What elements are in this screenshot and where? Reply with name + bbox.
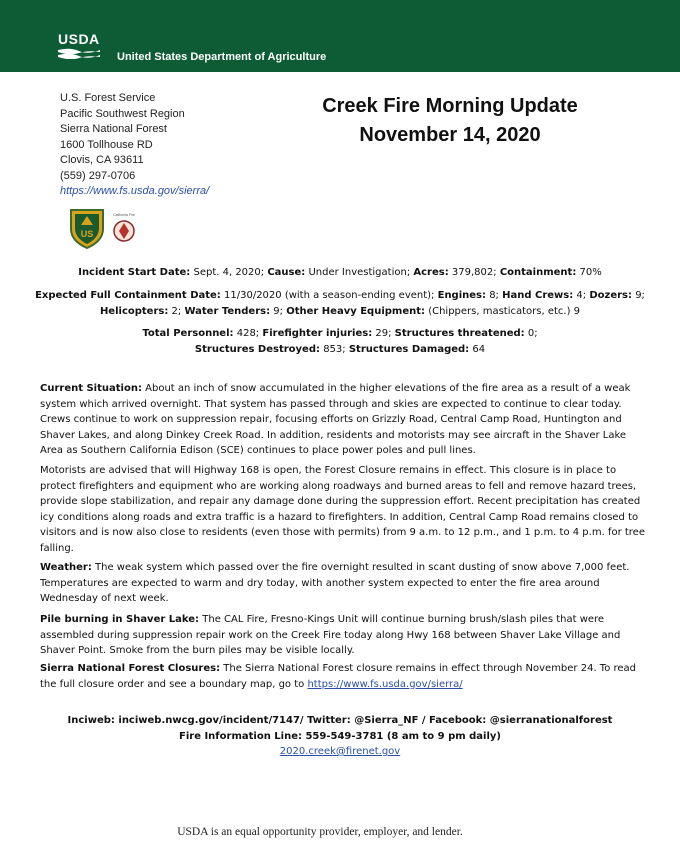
usda-banner xyxy=(0,0,680,72)
weather-paragraph xyxy=(40,560,645,607)
expected-containment-label: Expected Full Containment Date: xyxy=(35,290,221,301)
page-title xyxy=(300,92,600,150)
calfire-badge-icon xyxy=(113,213,135,241)
address-block xyxy=(60,91,209,200)
dozers-label: Dozers: xyxy=(589,290,632,301)
engines-value: 8; xyxy=(489,290,499,301)
current-situation-text: About an inch of snow accumulated in the higher elevations of the fire area as a result of a weak system which arrived overnight. That system has passed through and skies are expected to continue to clear today. Crews continue to work on suppression repair, focusing efforts on Grizzly Road, Central Camp Road, Huntington and Shaver Lakes, and along Dinkey Creek Road. In addition, residents and motorists may see aircraft in the Shaver Lake Area as Southern California Edison (SCE) continues to place power poles and pull lines. xyxy=(40,383,631,456)
personnel-label: Total Personnel: xyxy=(142,328,234,339)
title-line-1: Creek Fire Morning Update xyxy=(322,95,578,117)
destroyed-value: 853; xyxy=(323,343,346,355)
current-situation-label: Current Situation: xyxy=(40,383,142,394)
engines-label: Engines: xyxy=(437,290,486,301)
pile-burning-label: Pile burning in Shaver Lake: xyxy=(40,614,200,625)
email-link[interactable]: 2020.creek@firenet.gov xyxy=(279,746,401,757)
acres-value: 379,802; xyxy=(451,267,497,278)
pile-burning-text: The CAL Fire, Fresno-Kings Unit will continue burning brush/slash piles that were assembled during suppression repair work on the Creek Fire today along Hwy 168 between Shaver Lake Village and Shaver Point. Smoke from the burn piles may be visible locally. xyxy=(40,614,621,656)
address-line-phone: (559) 297-0706 xyxy=(60,169,136,182)
hand-crews-label: Hand Crews: xyxy=(502,290,574,301)
hand-crews-value: 4; xyxy=(576,290,587,301)
title-line-2: November 14, 2020 xyxy=(359,124,541,146)
cause-value: Under Investigation; xyxy=(308,267,411,278)
usda-logo-text: USDA xyxy=(58,31,100,47)
water-tenders-label: Water Tenders: xyxy=(184,305,271,317)
damaged-value: 64 xyxy=(472,343,486,355)
start-date-value: Sept. 4, 2020; xyxy=(193,267,265,278)
closures-paragraph xyxy=(40,661,645,692)
calfire-badge-text: California Fire xyxy=(113,213,135,217)
current-situation-paragraph xyxy=(40,381,645,459)
other-equipment-label: Other Heavy Equipment: xyxy=(286,305,426,317)
closures-link[interactable]: https://www.fs.usda.gov/sierra/ xyxy=(307,678,463,690)
forest-service-shield-icon xyxy=(71,210,103,248)
water-tenders-value: 9; xyxy=(273,305,284,317)
weather-text: The weak system which passed over the fire overnight resulted in scant dusting of snow above 7,000 feet. Temperatures are expected to warm and dry today, with another system expected to enter the fire area around Wednesday of next week. xyxy=(40,562,630,604)
department-name: United States Department of Agriculture xyxy=(117,51,327,63)
closures-label: Sierra National Forest Closures: xyxy=(40,663,221,674)
motorists-text: Motorists are advised that will Highway 168 is open, the Forest Closure remains in effect. This closure is in place to protect firefighters and equipment who are working along roadways and burned areas to fell and remove hazard trees, provide slope stabilization, and repair any damage done during the suppression effort. Recent precipitation has created icy conditions along roads and extra traffic is a hazard to firefighters. In addition, Central Camp Road remains closed to visitors and is now also close to residents (even those with permits) from 9 a.m. to 12 p.m., and 1 p.m. to 4 p.m. for tree falling. xyxy=(40,465,645,554)
injuries-label: Firefighter injuries: xyxy=(262,328,373,339)
threatened-value: 0; xyxy=(527,328,538,339)
start-date-label: Incident Start Date: xyxy=(78,267,191,278)
cause-label: Cause: xyxy=(267,267,306,278)
address-line-region: Pacific Southwest Region xyxy=(60,107,185,120)
usda-logo xyxy=(58,31,102,59)
forest-website-link[interactable]: https://www.fs.usda.gov/sierra/ xyxy=(60,185,210,197)
damaged-label: Structures Damaged: xyxy=(348,343,470,355)
address-line-forest: Sierra National Forest xyxy=(60,123,167,135)
address-line-street: 1600 Tollhouse RD xyxy=(60,138,153,151)
dozers-value: 9; xyxy=(635,290,645,301)
weather-label: Weather: xyxy=(40,562,92,573)
address-line-agency: U.S. Forest Service xyxy=(60,92,156,104)
acres-label: Acres: xyxy=(413,267,449,278)
agency-badges xyxy=(68,207,148,249)
forest-service-shield-text: US xyxy=(80,229,94,239)
expected-containment-value: 11/30/2020 (with a season-ending event); xyxy=(224,290,435,301)
helicopters-label: Helicopters: xyxy=(99,305,169,317)
incident-facts-line-1 xyxy=(30,265,650,281)
helicopters-value: 2; xyxy=(171,305,182,317)
closures-text: The Sierra National Forest closure remains in effect through November 24. To read the full closure order and see a boundary map, go to xyxy=(40,663,637,690)
equal-opportunity-statement: USDA is an equal opportunity provider, employer, and lender. xyxy=(177,826,463,838)
injuries-value: 29; xyxy=(375,328,392,339)
destroyed-label: Structures Destroyed: xyxy=(194,343,320,355)
containment-label: Containment: xyxy=(499,267,577,278)
threatened-label: Structures threatened: xyxy=(394,328,525,339)
address-line-city: Clovis, CA 93611 xyxy=(60,154,144,166)
contact-block xyxy=(30,713,650,760)
incident-facts-personnel xyxy=(30,326,650,357)
motorists-paragraph xyxy=(40,463,645,556)
pile-burning-paragraph xyxy=(40,612,645,659)
info-line: Fire Information Line: 559-549-3781 (8 am to 9 pm daily) xyxy=(179,730,501,742)
containment-value: 70% xyxy=(579,267,602,278)
incident-facts-equipment xyxy=(30,288,650,319)
usda-logo-swoosh-icon xyxy=(58,47,100,59)
social-links-line: Inciweb: inciweb.nwcg.gov/incident/7147/ Twitter: @Sierra_NF / Facebook: @sierranationalforest xyxy=(67,715,613,726)
other-equipment-value: (Chippers, masticators, etc.) 9 xyxy=(428,305,581,317)
personnel-value: 428; xyxy=(236,328,260,339)
